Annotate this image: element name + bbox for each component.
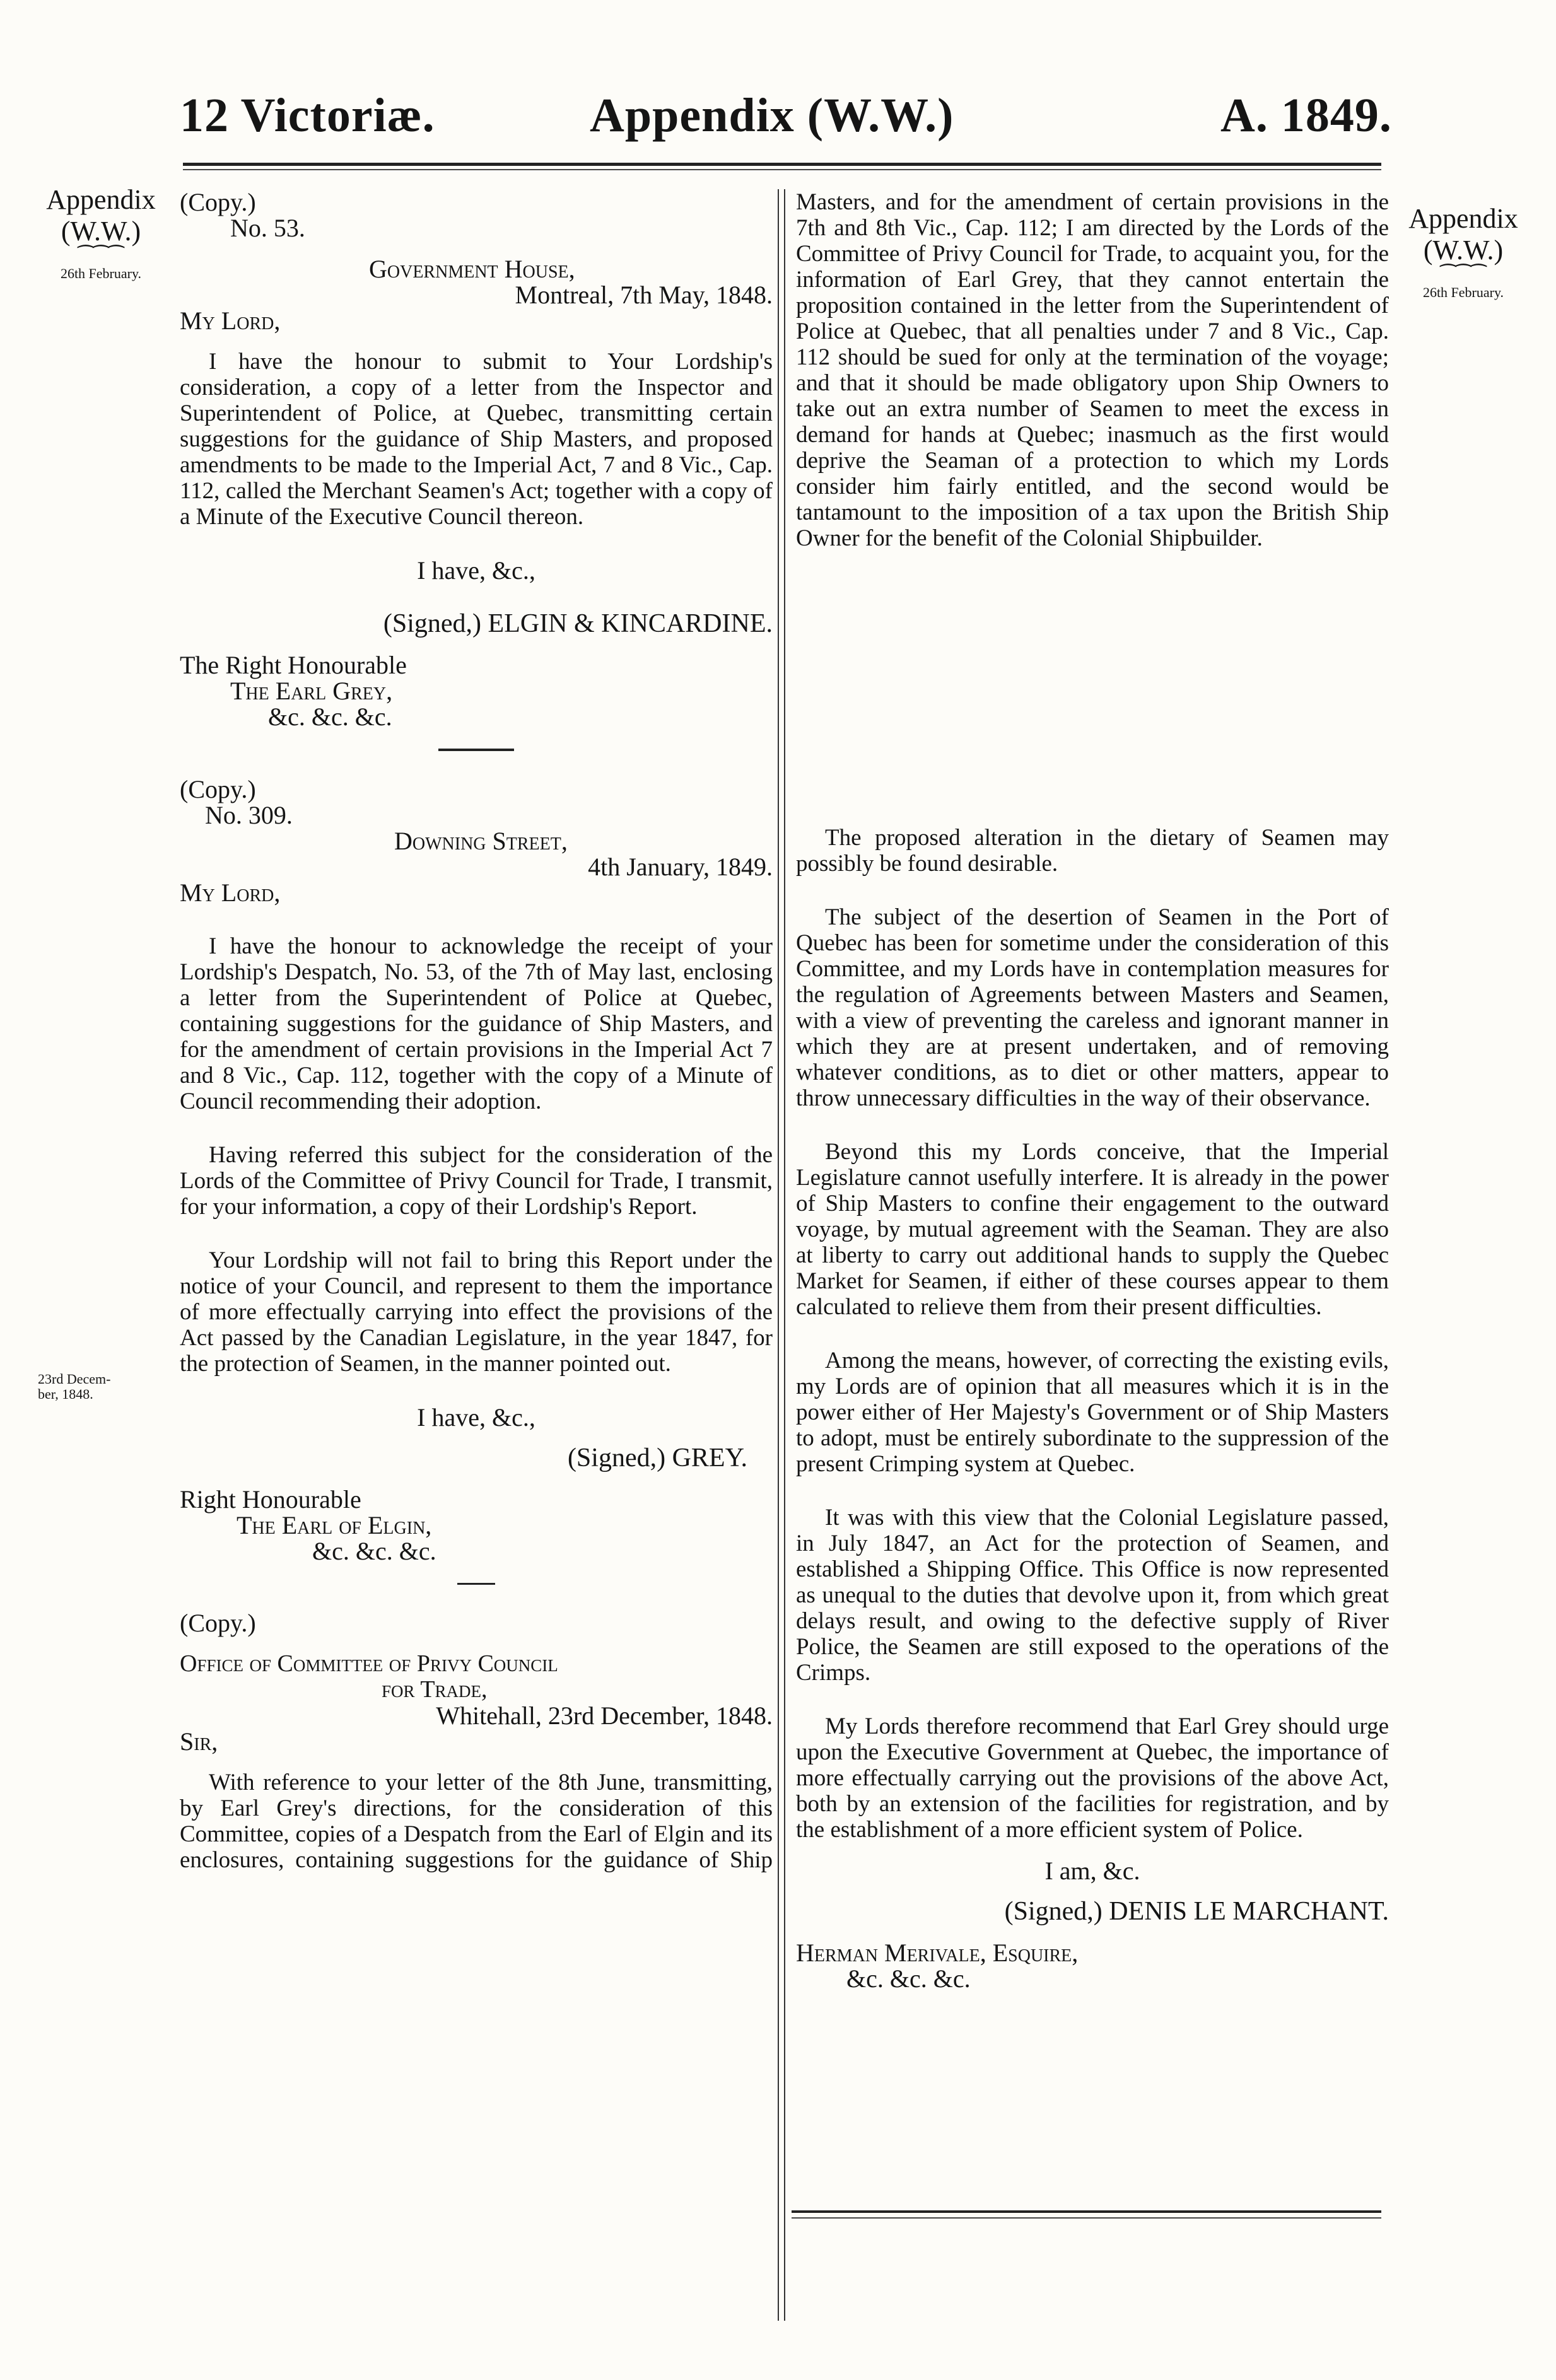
letter-body-paragraph-6: It was with this view that the Colonial Legislature passed, in July 1847, an Act for the protection of Seamen, and established a Shipping Office. This Office is now represented as unequal to the duties that devolve upon it, from which great delays result, and owing to the defective supply of River Police, the Seamen are still exposed to the operations of the Crimps. [796, 1505, 1389, 1686]
brace-ornament-icon: ⁀⁀⁀ [78, 246, 124, 267]
addressee-line-2: &c. &c. &c. [846, 1964, 971, 1993]
letter-date: Whitehall, 23rd December, 1848. [436, 1701, 773, 1730]
footer-rule [792, 2210, 1381, 2213]
letter-body-paragraph-1: With reference to your letter of the 8th June, transmitting, by Earl Grey's directions, for the consideration of this Committee, copies of a Despatch from the Earl of Elgin and its enclosures, containing suggestions for the guidance of Ship [180, 1770, 773, 1873]
addressee-line-1: The Right Honourable [180, 651, 407, 679]
running-head-year: A. 1849. [1220, 89, 1392, 142]
addressee-line-1: Herman Merivale, Esquire, [796, 1939, 1079, 1967]
right-column [796, 189, 1389, 1992]
copy-label: (Copy.) [180, 775, 256, 803]
addressee-line-2: The Earl of Elgin, [237, 1511, 432, 1539]
margin-appendix-title-right: Appendix [1408, 203, 1518, 234]
letter-body-paragraph-4: Beyond this my Lords conceive, that the Imperial Legislature cannot usefully interfere. It is already in the power of Ship Masters to confine their engagement to the outward voyage, by mutual agreement with the Seaman. They are also at liberty to carry out additional hands to supply the Quebec Market for Seamen, if either of these courses appear to them calculated to relieve them from their present difficulties. [796, 1139, 1389, 1320]
letter-53 [180, 189, 773, 730]
letter-body-paragraph-3: The subject of the desertion of Seamen in the Port of Quebec has been for sometime under the consideration of this Committee, and my Lords have in contemplation measures for the regulation of Agreements between Masters and Seamen, with a view of preventing the careless and ignorant manner in which they are at present undertaken, and of removing whatever conditions, as to diet or other matters, appear to throw unnecessary difficulties in the way of their observance. [796, 904, 1389, 1111]
letter-place: Downing Street, [394, 827, 568, 855]
closing: I have, &c., [417, 1403, 535, 1432]
letter-number: No. 53. [230, 214, 305, 242]
salutation: My Lord, [180, 306, 281, 335]
margin-appendix-right [1391, 203, 1536, 300]
running-head-session: 12 Victoriæ. [180, 89, 435, 142]
left-column [180, 189, 773, 1873]
margin-appendix-sub: (W.W.) [61, 216, 141, 247]
letter-body-paragraph-2: The proposed alteration in the dietary of Seamen may possibly be found desirable. [796, 825, 1389, 877]
section-divider [457, 1583, 495, 1585]
letter-place-line-1: Office of Committee of Privy Council [180, 1650, 558, 1677]
signature: (Signed,) DENIS LE MARCHANT. [1004, 1897, 1389, 1926]
addressee-line-3: &c. &c. &c. [268, 703, 392, 731]
salutation: My Lord, [180, 878, 281, 907]
addressee-line-3: &c. &c. &c. [312, 1537, 436, 1565]
letter-309 [180, 776, 773, 1564]
section-divider [438, 749, 514, 751]
copy-label: (Copy.) [180, 188, 256, 216]
addressee-line-2: The Earl Grey, [230, 677, 393, 705]
letter-date: 4th January, 1849. [588, 853, 773, 881]
closing: I am, &c. [1044, 1857, 1140, 1885]
letter-body-paragraph-2: Having referred this subject for the consideration of the Lords of the Committee of Privy Council for Trade, I transmit, for your information, a copy of their Lordship's Report. [180, 1142, 773, 1220]
margin-note-date: 23rd Decem-ber, 1848. [38, 1371, 111, 1402]
letter-body-paragraph-5: Among the means, however, of correcting the existing evils, my Lords are of opinion that all measures which it is in the power either of Her Majesty's Government or of Ship Masters to adopt, must be entirely subordinate to the suppression of the present Crimping system at Quebec. [796, 1348, 1389, 1477]
column-divider [778, 189, 785, 2321]
letter-body-continuation [796, 189, 1389, 810]
letter-privy-council-start [180, 1610, 773, 1873]
footer-rule-thin [792, 2217, 1381, 2219]
margin-appendix-sub-right: (W.W.) [1423, 235, 1504, 265]
header-rule [183, 163, 1381, 166]
letter-place-line-2: for Trade, [382, 1676, 488, 1703]
margin-appendix-left [38, 184, 164, 281]
letter-body-paragraph-3: Your Lordship will not fail to bring this Report under the notice of your Council, and represent to them the importance of more effectually carrying into effect the provisions of the Act passed by the Canadian Legislature, in the year 1847, for the protection of Seamen, in the manner pointed out. [180, 1247, 773, 1377]
running-head-title: Appendix (W.W.) [590, 89, 954, 142]
letter-body: I have the honour to submit to Your Lordship's consideration, a copy of a letter from the Inspector and Superintendent of Police, at Quebec, transmitting certain suggestions for the guidance of Ship Masters, and proposed amendments to be made to the Imperial Act, 7 and 8 Vic., Cap. 112, called the Merchant Seamen's Act; together with a copy of a Minute of the Executive Council thereon. [180, 349, 773, 530]
header-rule-thin [183, 169, 1381, 170]
letter-body-paragraph-7: My Lords therefore recommend that Earl Grey should urge upon the Executive Government at Quebec, the importance of more effectually carrying out the provisions of the above Act, both by an extension of the facilities for registration, and by the establishment of a more efficient system of Police. [796, 1713, 1389, 1843]
letter-body-paragraph-1: I have the honour to acknowledge the receipt of your Lordship's Despatch, No. 53, of the 7th of May last, enclosing a letter from the Superintendent of Police at Quebec, containing suggestions for the guidance of Ship Masters, and for the amendment of certain provisions in the Imperial Act 7 and 8 Vic., Cap. 112, together with the copy of a Minute of Council recommending their adoption. [180, 933, 773, 1114]
closing: I have, &c., [417, 556, 535, 585]
brace-ornament-icon: ⁀⁀⁀ [1440, 265, 1487, 286]
letter-place: Government House, [369, 255, 575, 283]
margin-date-left: 26th February. [60, 265, 142, 281]
signature: (Signed,) GREY. [567, 1444, 747, 1473]
addressee-line-1: Right Honourable [180, 1485, 361, 1514]
copy-label: (Copy.) [180, 1609, 256, 1637]
margin-appendix-title: Appendix [46, 184, 156, 215]
signature: (Signed,) ELGIN & KINCARDINE. [383, 609, 773, 638]
salutation: Sir, [180, 1727, 218, 1756]
letter-date: Montreal, 7th May, 1848. [515, 281, 773, 309]
margin-date-right: 26th February. [1422, 284, 1504, 300]
letter-number: No. 309. [205, 801, 293, 829]
letter-body-paragraph-1-continued: Masters, and for the amendment of certain provisions in the 7th and 8th Vic., Cap. 112; I am directed by the Lords of the Committee of Privy Council for Trade, to acquaint you, for the information of Earl Grey, that they cannot entertain the proposition contained in the letter from the Superintendent of Police at Quebec, that all penalties under 7 and 8 Vic., Cap. 112 should be sued for only at the termination of the voyage; and that it should be made obligatory upon Ship Owners to take out an extra number of Seamen to meet the excess in demand for hands at Quebec; inasmuch as the first would deprive the Seaman of a protection to which my Lords consider him fairly entitled, and the second would be tantamount to the imposition of a tax upon the British Ship Owner for the benefit of the Colonial Shipbuilder. [796, 189, 1389, 551]
